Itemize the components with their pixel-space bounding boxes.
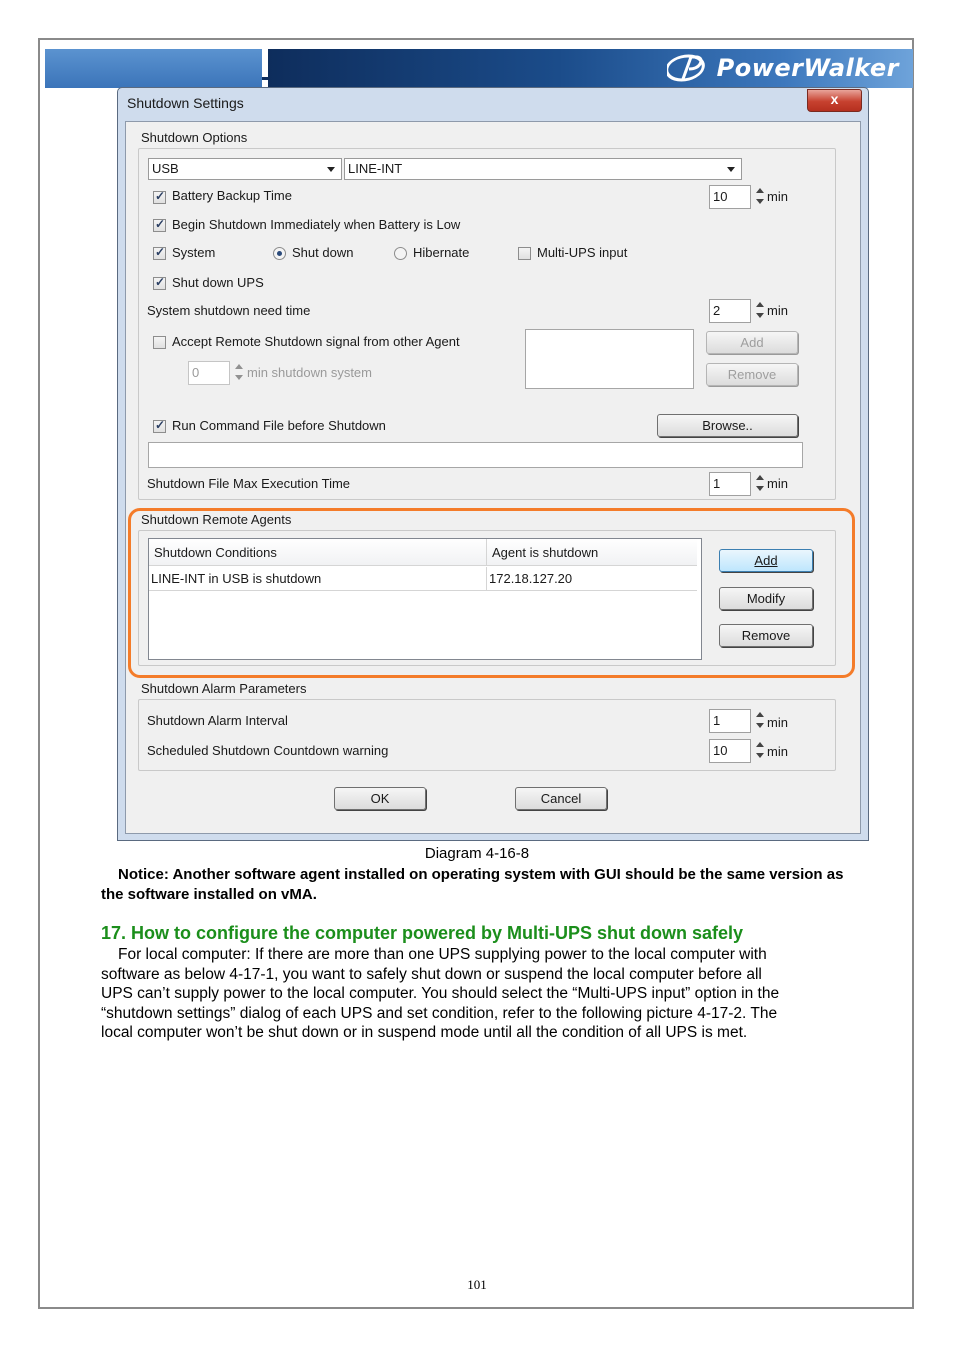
section-heading: 17. How to configure the computer powered by Multi-UPS shut down safely <box>101 923 744 943</box>
add-agent-label: Add <box>754 553 778 568</box>
battery-backup-time-input[interactable]: 10 <box>709 185 751 209</box>
cancel-button[interactable] <box>515 787 607 810</box>
paragraph-line: For local computer: If there are more than one UPS supplying power to the local computer with <box>118 946 767 963</box>
remote-agent-list[interactable] <box>525 329 694 389</box>
dialog-body <box>125 121 861 834</box>
system-shutdown-need-time-input[interactable]: 2 <box>709 299 751 323</box>
ok-label: OK <box>370 791 390 806</box>
remote-agents-label: Shutdown Remote Agents <box>141 512 292 527</box>
close-button[interactable]: x <box>807 89 862 112</box>
port-combobox[interactable] <box>148 158 342 180</box>
shutdown-options-label: Shutdown Options <box>141 130 248 145</box>
shut-down-ups-label: Shut down UPS <box>172 275 264 290</box>
chevron-down-icon <box>727 167 735 172</box>
begin-shutdown-immediately-checkbox[interactable] <box>153 219 166 232</box>
browse-button[interactable]: Browse.. <box>657 414 798 437</box>
alarm-interval-label: Shutdown Alarm Interval <box>147 713 288 728</box>
run-command-file-label: Run Command File before Shutdown <box>172 418 386 433</box>
battery-backup-time-unit: min <box>767 189 788 204</box>
banner-left-block <box>45 49 262 88</box>
hibernate-radio-label: Hibernate <box>413 245 470 260</box>
battery-backup-time-checkbox[interactable] <box>153 191 166 204</box>
paragraph-line: “shutdown settings” dialog of each UPS and set condition, refer to the following picture 4-17-2. The <box>101 1004 778 1022</box>
accept-remote-shutdown-label: Accept Remote Shutdown signal from other Agent <box>172 334 460 349</box>
powerwalker-logo <box>667 53 899 83</box>
cancel-label: Cancel <box>540 791 582 806</box>
paragraph-line: UPS can’t supply power to the local computer. You should select the “Multi-UPS input” option in the <box>101 985 780 1002</box>
system-shutdown-need-time-label: System shutdown need time <box>147 303 311 318</box>
begin-shutdown-immediately-label: Begin Shutdown Immediately when Battery is Low <box>172 217 461 232</box>
table-row-condition[interactable]: LINE-INT in USB is shutdown <box>149 567 487 591</box>
power-logo-icon <box>667 53 711 83</box>
shut-down-radio[interactable] <box>273 247 286 260</box>
shutdown-settings-dialog <box>117 87 869 841</box>
remote-add-button[interactable]: Add <box>706 331 798 354</box>
shut-down-ups-checkbox[interactable] <box>153 277 166 290</box>
paragraph-line: local computer won’t be shut down or in suspend mode until all the condition of all UPS is met. <box>101 1024 748 1041</box>
alarm-params-label: Shutdown Alarm Parameters <box>141 681 307 696</box>
system-shutdown-need-time-spinner[interactable] <box>756 300 764 320</box>
file-max-exec-time-input[interactable]: 1 <box>709 472 751 496</box>
alarm-interval-input[interactable]: 1 <box>709 709 751 733</box>
countdown-warning-spinner[interactable] <box>756 740 764 760</box>
logo-text: PowerWalker <box>716 54 899 82</box>
min-shutdown-system-spinner[interactable] <box>235 362 243 382</box>
page-number: 101 <box>467 1277 487 1292</box>
system-shutdown-need-time-unit: min <box>767 303 788 318</box>
port-value: USB <box>152 161 179 176</box>
run-command-file-checkbox[interactable] <box>153 420 166 433</box>
battery-backup-time-spinner[interactable] <box>756 186 764 206</box>
section-paragraph <box>101 945 861 1043</box>
ups-value: LINE-INT <box>348 161 403 176</box>
remove-agent-label: Remove <box>741 628 791 643</box>
multi-ups-input-label: Multi-UPS input <box>537 245 628 260</box>
countdown-warning-unit: min <box>767 744 788 759</box>
battery-backup-time-label: Battery Backup Time <box>172 188 292 203</box>
alarm-interval-spinner[interactable] <box>756 710 764 730</box>
min-shutdown-system-input[interactable]: 0 <box>188 361 230 385</box>
column-header-agent-is-shutdown[interactable]: Agent is shutdown <box>487 539 697 566</box>
multi-ups-input-checkbox[interactable] <box>518 247 531 260</box>
system-checkbox[interactable] <box>153 247 166 260</box>
column-header-shutdown-conditions[interactable]: Shutdown Conditions <box>149 539 487 566</box>
hibernate-radio[interactable] <box>394 247 407 260</box>
file-max-exec-time-spinner[interactable] <box>756 473 764 493</box>
chevron-down-icon <box>327 167 335 172</box>
ok-button[interactable] <box>334 787 426 810</box>
modify-agent-label: Modify <box>746 591 786 606</box>
min-shutdown-system-label: min shutdown system <box>247 365 372 380</box>
dialog-title: Shutdown Settings <box>127 95 244 111</box>
paragraph-line: software as below 4-17-1, you want to safely shut down or suspend the local computer before all <box>101 965 762 983</box>
accept-remote-shutdown-checkbox[interactable] <box>153 336 166 349</box>
ups-combobox[interactable] <box>344 158 742 180</box>
command-file-path-input[interactable] <box>148 442 803 468</box>
countdown-warning-label: Scheduled Shutdown Countdown warning <box>147 743 389 758</box>
notice-text: Notice: Another software agent installed on operating system with GUI should be the same version as the software installed on vMA. <box>101 866 844 903</box>
remote-agents-highlight <box>128 508 855 678</box>
shut-down-radio-label: Shut down <box>292 245 354 260</box>
file-max-exec-time-label: Shutdown File Max Execution Time <box>147 476 351 491</box>
countdown-warning-input[interactable]: 10 <box>709 739 751 763</box>
system-label: System <box>172 245 216 260</box>
remote-remove-button[interactable]: Remove <box>706 363 798 386</box>
alarm-interval-unit: min <box>767 715 788 730</box>
file-max-exec-time-unit: min <box>767 476 788 491</box>
diagram-caption: Diagram 4-16-8 <box>424 845 530 862</box>
table-row-agent[interactable]: 172.18.127.20 <box>487 567 697 591</box>
header-banner <box>45 49 913 88</box>
